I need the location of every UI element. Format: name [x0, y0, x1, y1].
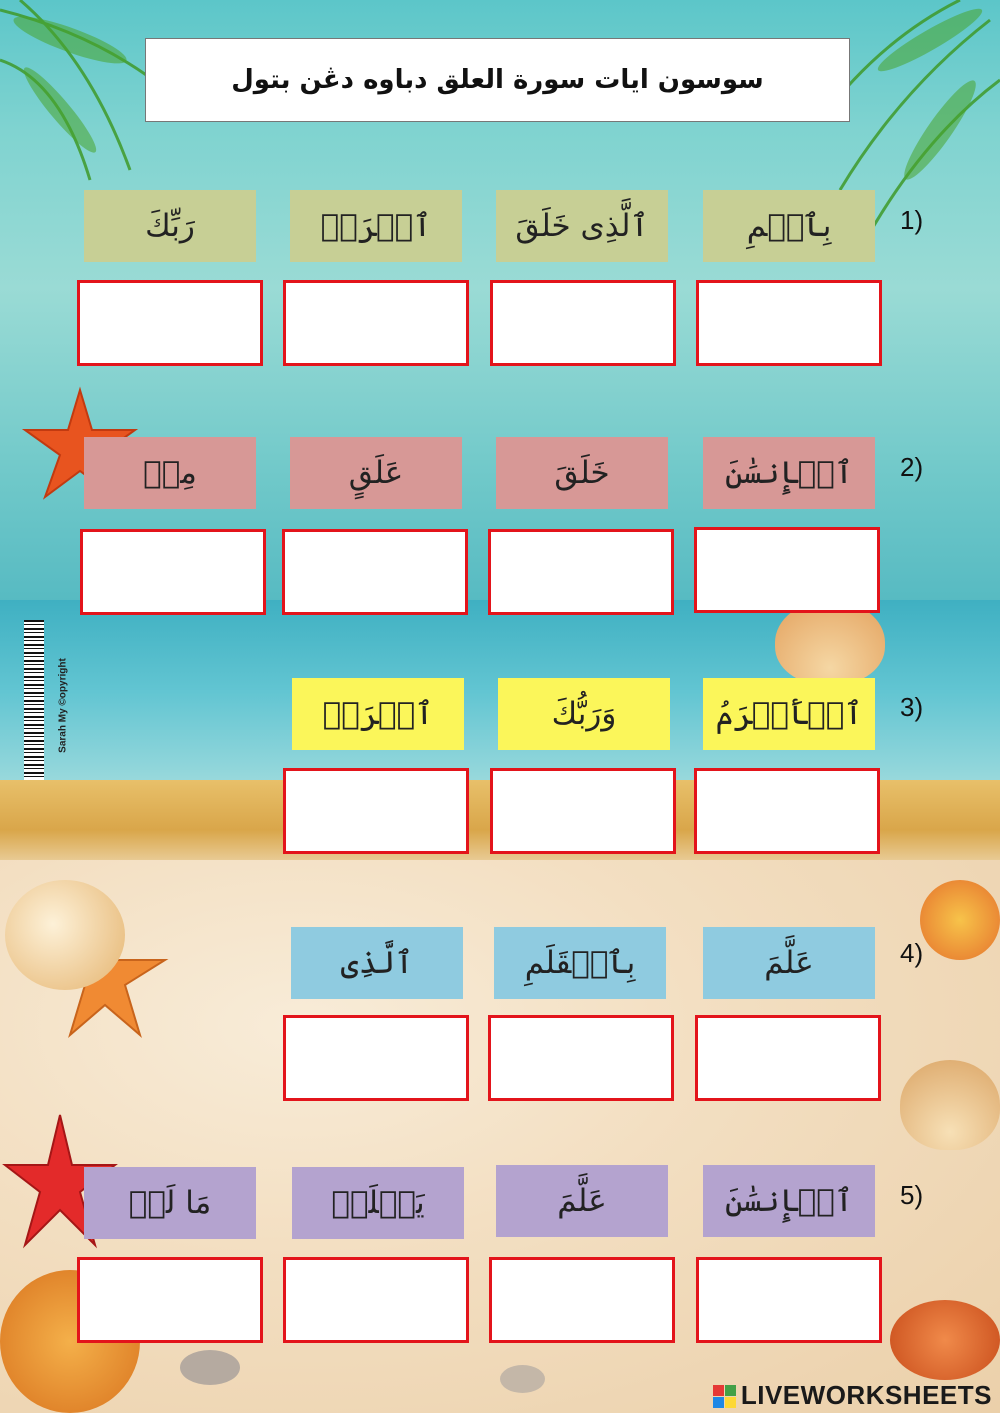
pebble-decoration — [180, 1350, 240, 1385]
answer-box[interactable] — [488, 529, 674, 615]
shell-decoration — [890, 1300, 1000, 1380]
answer-box[interactable] — [77, 1257, 263, 1343]
word-card[interactable]: عَلَّمَ — [496, 1165, 668, 1237]
answer-box[interactable] — [694, 527, 880, 613]
answer-box[interactable] — [77, 280, 263, 366]
answer-box[interactable] — [490, 280, 676, 366]
word-card[interactable]: ٱقۡرَأۡ — [292, 678, 464, 750]
word-card[interactable]: ٱلۡأَكۡرَمُ — [703, 678, 875, 750]
word-card[interactable]: خَلَقَ — [496, 437, 668, 509]
answer-box[interactable] — [695, 1015, 881, 1101]
answer-box[interactable] — [696, 1257, 882, 1343]
word-card[interactable]: ٱقۡرَأۡ — [290, 190, 462, 262]
answer-box[interactable] — [283, 1257, 469, 1343]
row-number-3: 3) — [900, 692, 924, 722]
word-card[interactable]: رَبِّكَ — [84, 190, 256, 262]
title-box — [145, 38, 850, 122]
word-card[interactable]: ٱلۡإِنسَٰنَ — [703, 1165, 875, 1237]
answer-box[interactable] — [490, 768, 676, 854]
pebble-decoration — [500, 1365, 545, 1393]
word-card[interactable]: ٱلَّذِى خَلَقَ — [496, 190, 668, 262]
answer-box[interactable] — [80, 529, 266, 615]
answer-box[interactable] — [283, 1015, 469, 1101]
barcode-image — [24, 620, 44, 780]
row-number-5: 5) — [900, 1180, 924, 1210]
answer-box[interactable] — [696, 280, 882, 366]
word-card[interactable]: عَلَقٍ — [290, 437, 462, 509]
word-card[interactable]: وَرَبُّكَ — [498, 678, 670, 750]
answer-box[interactable] — [282, 529, 468, 615]
liveworksheets-logo-icon — [713, 1385, 737, 1409]
brand-text: LIVEWORKSHEETS — [740, 1380, 992, 1410]
row-number-1: 1) — [900, 205, 924, 235]
shell-decoration — [920, 880, 1000, 960]
row-number-2: 2) — [900, 452, 924, 482]
word-card[interactable]: ٱلۡإِنسَٰنَ — [703, 437, 875, 509]
row-number-4: 4) — [900, 938, 924, 968]
word-card[interactable]: يَعۡلَمۡ — [292, 1167, 464, 1239]
word-card[interactable]: مَا لَمۡ — [84, 1167, 256, 1239]
answer-box[interactable] — [488, 1015, 674, 1101]
word-card[interactable]: ٱلَّذِى — [291, 927, 463, 999]
shell-decoration — [900, 1060, 1000, 1150]
copyright-text: Sarah My ©opyright — [57, 658, 69, 753]
word-card[interactable]: بِٱلۡقَلَمِ — [494, 927, 666, 999]
word-card[interactable]: مِنۡ — [84, 437, 256, 509]
shell-decoration — [5, 880, 125, 990]
word-card[interactable]: عَلَّمَ — [703, 927, 875, 999]
word-card[interactable]: بِٱسۡمِ — [703, 190, 875, 262]
answer-box[interactable] — [489, 1257, 675, 1343]
answer-box[interactable] — [283, 280, 469, 366]
answer-box[interactable] — [283, 768, 469, 854]
liveworksheets-brand[interactable] — [713, 1380, 992, 1411]
answer-box[interactable] — [694, 768, 880, 854]
worksheet-title: سوسون ايات سورة العلق دباوه دڠن بتول — [231, 65, 764, 95]
